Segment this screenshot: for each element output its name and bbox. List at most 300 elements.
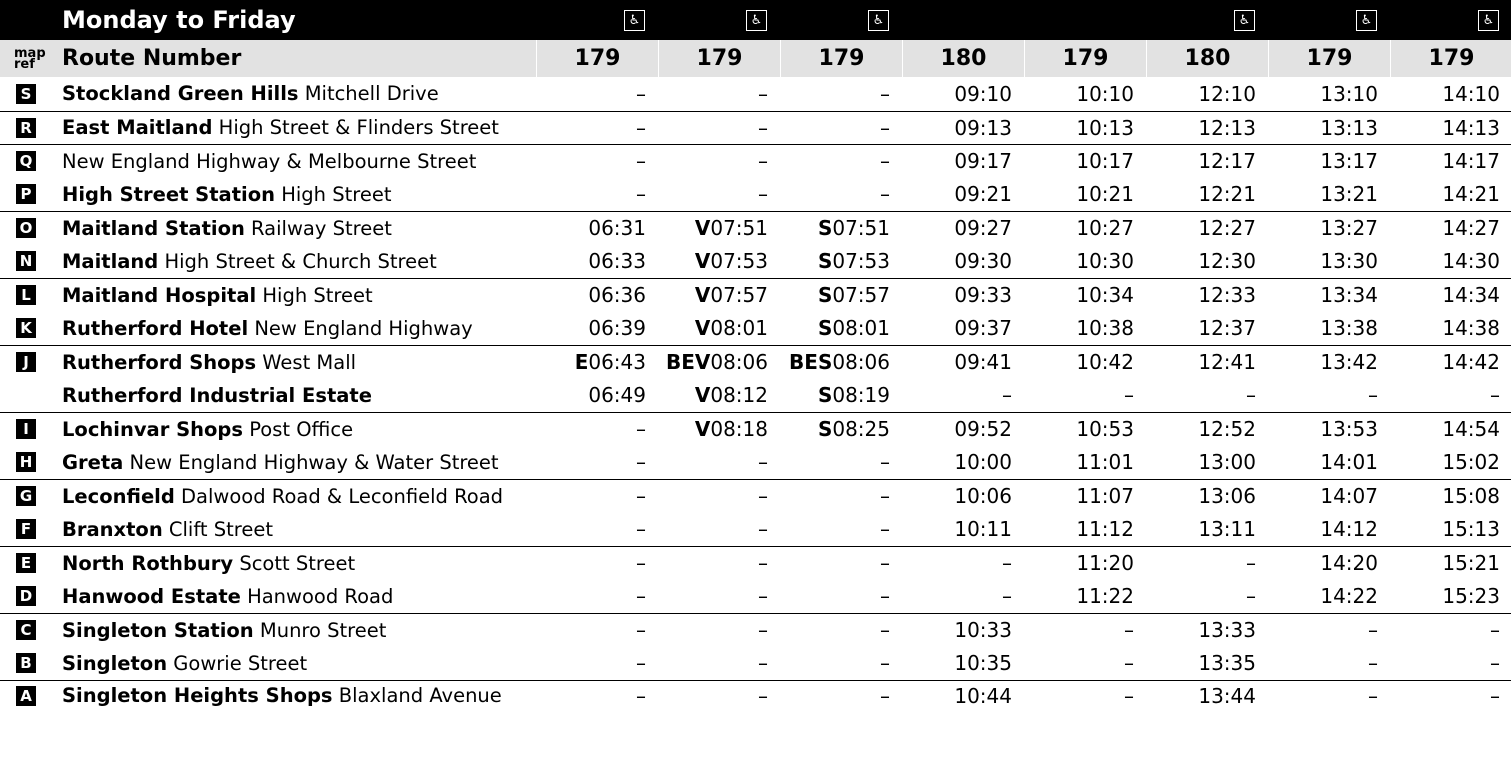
time-value: 08:06 bbox=[832, 350, 890, 375]
time-value: – bbox=[758, 149, 768, 174]
departure-time bbox=[536, 345, 658, 379]
time-value: 12:13 bbox=[1198, 115, 1256, 140]
time-value: – bbox=[636, 651, 646, 676]
departure-time bbox=[1024, 479, 1146, 513]
time-value: 06:43 bbox=[588, 350, 646, 375]
map-ref-cell bbox=[0, 312, 56, 346]
stop-name bbox=[56, 245, 536, 279]
departure-time bbox=[1268, 312, 1390, 346]
time-value: 07:51 bbox=[832, 216, 890, 241]
time-value: 08:19 bbox=[832, 383, 890, 408]
time-value: – bbox=[880, 651, 890, 676]
time-value: 07:51 bbox=[710, 216, 768, 241]
time-value: – bbox=[758, 81, 768, 106]
departure-time bbox=[1146, 77, 1268, 111]
wheelchair-cell-3 bbox=[780, 0, 902, 40]
stop-name bbox=[56, 312, 536, 346]
stop-name-detail: Dalwood Road & Leconfield Road bbox=[174, 484, 504, 508]
time-value: 13:30 bbox=[1320, 249, 1378, 274]
stop-name-main: Maitland Station bbox=[62, 216, 245, 240]
time-value: 12:41 bbox=[1198, 350, 1256, 375]
time-value: – bbox=[758, 450, 768, 475]
departure-time bbox=[1024, 580, 1146, 614]
time-value: 14:38 bbox=[1442, 316, 1500, 341]
stop-name-main: East Maitland bbox=[62, 116, 213, 140]
time-value: – bbox=[636, 551, 646, 576]
departure-time bbox=[658, 245, 780, 279]
departure-time bbox=[1390, 345, 1511, 379]
time-value: 09:41 bbox=[954, 350, 1012, 375]
departure-time bbox=[1390, 211, 1511, 245]
time-value: 13:35 bbox=[1198, 651, 1256, 676]
stop-name-main: Hanwood Estate bbox=[62, 584, 241, 608]
time-value: 10:10 bbox=[1076, 81, 1134, 106]
stop-name-detail: Scott Street bbox=[233, 551, 356, 575]
departure-time bbox=[1390, 111, 1511, 145]
departure-time bbox=[1390, 680, 1511, 710]
departure-time bbox=[1146, 513, 1268, 547]
time-value: 12:52 bbox=[1198, 417, 1256, 442]
time-value: – bbox=[1368, 683, 1378, 708]
time-value: 11:12 bbox=[1076, 517, 1134, 542]
stop-name bbox=[56, 647, 536, 681]
time-value: – bbox=[1246, 551, 1256, 576]
time-value: – bbox=[1490, 618, 1500, 643]
map-ref-label bbox=[0, 40, 56, 77]
departure-time bbox=[1390, 77, 1511, 111]
departure-time bbox=[1268, 680, 1390, 710]
time-value: 09:27 bbox=[954, 216, 1012, 241]
map-ref-badge: J bbox=[16, 352, 36, 372]
time-value: 09:37 bbox=[954, 316, 1012, 341]
departure-time bbox=[536, 412, 658, 446]
stop-name-detail: Blaxland Avenue bbox=[332, 684, 502, 707]
departure-time bbox=[1146, 613, 1268, 647]
departure-time bbox=[902, 546, 1024, 580]
time-value: 06:36 bbox=[588, 283, 646, 308]
time-value: 10:44 bbox=[954, 683, 1012, 708]
stop-name bbox=[56, 345, 536, 379]
departure-time bbox=[1146, 546, 1268, 580]
route-number: 179 bbox=[1268, 40, 1390, 77]
time-value: 14:13 bbox=[1442, 115, 1500, 140]
map-ref-badge: C bbox=[16, 620, 36, 640]
time-value: 13:00 bbox=[1198, 450, 1256, 475]
time-value: – bbox=[880, 182, 890, 207]
departure-time bbox=[536, 178, 658, 212]
departure-time bbox=[1146, 178, 1268, 212]
departure-time bbox=[536, 680, 658, 710]
stop-name-detail: High Street bbox=[256, 283, 373, 307]
service-note-code: BEV bbox=[665, 350, 711, 375]
time-value: 13:53 bbox=[1320, 417, 1378, 442]
time-value: 15:23 bbox=[1442, 584, 1500, 609]
departure-time bbox=[1024, 412, 1146, 446]
departure-time bbox=[658, 446, 780, 480]
time-value: – bbox=[636, 517, 646, 542]
map-ref-cell bbox=[0, 412, 56, 446]
time-value: 06:31 bbox=[588, 216, 646, 241]
time-value: 11:07 bbox=[1076, 484, 1134, 509]
map-ref-label-line: ref bbox=[14, 56, 35, 72]
stop-name bbox=[56, 680, 536, 710]
time-value: 13:10 bbox=[1320, 81, 1378, 106]
departure-time bbox=[780, 245, 902, 279]
stop-name-main: Rutherford Shops bbox=[62, 350, 257, 374]
departure-time bbox=[1024, 680, 1146, 710]
time-value: – bbox=[1124, 618, 1134, 643]
time-value: – bbox=[1368, 618, 1378, 643]
time-value: 09:13 bbox=[954, 115, 1012, 140]
departure-time bbox=[1268, 580, 1390, 614]
time-value: 11:22 bbox=[1076, 584, 1134, 609]
map-ref-badge: H bbox=[16, 452, 36, 472]
route-number: 179 bbox=[780, 40, 902, 77]
departure-time bbox=[1024, 245, 1146, 279]
departure-time bbox=[1024, 77, 1146, 111]
departure-time bbox=[1024, 211, 1146, 245]
time-value: 08:25 bbox=[832, 417, 890, 442]
departure-time bbox=[658, 613, 780, 647]
stop-name-main: Lochinvar Shops bbox=[62, 417, 243, 441]
time-value: – bbox=[880, 683, 890, 708]
time-value: – bbox=[1368, 651, 1378, 676]
map-ref-badge: O bbox=[16, 218, 36, 238]
stop-name bbox=[56, 379, 536, 413]
map-ref-badge: F bbox=[16, 519, 36, 539]
service-note-code: BES bbox=[789, 350, 833, 375]
time-value: 14:27 bbox=[1442, 216, 1500, 241]
time-value: 12:10 bbox=[1198, 81, 1256, 106]
departure-time bbox=[1390, 245, 1511, 279]
time-value: 10:42 bbox=[1076, 350, 1134, 375]
map-ref-badge: B bbox=[16, 653, 36, 673]
stop-name bbox=[56, 412, 536, 446]
departure-time bbox=[1268, 412, 1390, 446]
time-value: 14:22 bbox=[1320, 584, 1378, 609]
departure-time bbox=[1268, 111, 1390, 145]
stop-name-main: Greta bbox=[62, 450, 124, 474]
time-value: 14:20 bbox=[1320, 551, 1378, 576]
time-value: 13:34 bbox=[1320, 283, 1378, 308]
departure-time bbox=[902, 278, 1024, 312]
time-value: 10:34 bbox=[1076, 283, 1134, 308]
departure-time bbox=[1390, 580, 1511, 614]
time-value: 06:39 bbox=[588, 316, 646, 341]
departure-time bbox=[780, 412, 902, 446]
time-value: 09:33 bbox=[954, 283, 1012, 308]
time-value: – bbox=[1246, 584, 1256, 609]
wheelchair-accessible-icon: ♿ bbox=[868, 10, 889, 31]
wheelchair-cell-1 bbox=[536, 0, 658, 40]
route-number: 180 bbox=[1146, 40, 1268, 77]
departure-time bbox=[780, 312, 902, 346]
service-note-code: E bbox=[574, 350, 589, 375]
time-value: – bbox=[636, 182, 646, 207]
map-ref-label-line: map bbox=[14, 45, 46, 61]
departure-time bbox=[780, 211, 902, 245]
header-corner bbox=[0, 0, 56, 40]
departure-time bbox=[658, 345, 780, 379]
departure-time bbox=[1390, 278, 1511, 312]
time-value: 09:21 bbox=[954, 182, 1012, 207]
departure-time bbox=[1268, 479, 1390, 513]
wheelchair-cell-6 bbox=[1146, 0, 1268, 40]
map-ref-badge: P bbox=[16, 184, 36, 204]
map-ref-cell bbox=[0, 613, 56, 647]
map-ref-badge: E bbox=[16, 553, 36, 573]
time-value: – bbox=[636, 81, 646, 106]
departure-time bbox=[536, 613, 658, 647]
wheelchair-accessible-icon: ♿ bbox=[1356, 10, 1377, 31]
time-value: 15:13 bbox=[1442, 517, 1500, 542]
time-value: – bbox=[636, 417, 646, 442]
map-ref-badge: Q bbox=[16, 151, 36, 171]
wheelchair-accessible-icon: ♿ bbox=[1478, 10, 1499, 31]
time-value: 14:10 bbox=[1442, 81, 1500, 106]
departure-time bbox=[902, 312, 1024, 346]
route-number: 179 bbox=[1390, 40, 1511, 77]
wheelchair-accessible-icon: ♿ bbox=[746, 10, 767, 31]
stop-name bbox=[56, 580, 536, 614]
departure-time bbox=[536, 446, 658, 480]
departure-time bbox=[1390, 479, 1511, 513]
time-value: 10:21 bbox=[1076, 182, 1134, 207]
time-value: 15:02 bbox=[1442, 450, 1500, 475]
departure-time bbox=[1146, 479, 1268, 513]
map-ref-cell bbox=[0, 446, 56, 480]
wheelchair-cell-7 bbox=[1268, 0, 1390, 40]
departure-time bbox=[536, 647, 658, 681]
time-value: 06:49 bbox=[588, 383, 646, 408]
time-value: 10:17 bbox=[1076, 149, 1134, 174]
stop-name bbox=[56, 613, 536, 647]
time-value: 15:21 bbox=[1442, 551, 1500, 576]
departure-time bbox=[1146, 144, 1268, 178]
stop-name-detail: Mitchell Drive bbox=[298, 82, 439, 106]
departure-time bbox=[1024, 546, 1146, 580]
map-ref-cell bbox=[0, 245, 56, 279]
departure-time bbox=[1024, 446, 1146, 480]
stop-name-main: Singleton bbox=[62, 651, 168, 675]
time-value: – bbox=[1490, 383, 1500, 408]
departure-time bbox=[1268, 144, 1390, 178]
time-value: 14:17 bbox=[1442, 149, 1500, 174]
time-value: 10:00 bbox=[954, 450, 1012, 475]
departure-time bbox=[902, 178, 1024, 212]
departure-time bbox=[780, 546, 902, 580]
departure-time bbox=[780, 680, 902, 710]
departure-time bbox=[658, 312, 780, 346]
time-value: 09:10 bbox=[954, 81, 1012, 106]
time-value: 14:07 bbox=[1320, 484, 1378, 509]
stop-name-main: Singleton Heights Shops bbox=[62, 684, 333, 707]
departure-time bbox=[1268, 446, 1390, 480]
stop-name-detail: High Street bbox=[275, 182, 392, 206]
departure-time bbox=[1390, 613, 1511, 647]
departure-time bbox=[1024, 613, 1146, 647]
departure-time bbox=[1390, 379, 1511, 413]
departure-time bbox=[780, 613, 902, 647]
time-value: 12:30 bbox=[1198, 249, 1256, 274]
stop-name bbox=[56, 278, 536, 312]
stop-name-detail: New England Highway bbox=[248, 316, 473, 340]
time-value: 07:53 bbox=[832, 249, 890, 274]
time-value: 10:38 bbox=[1076, 316, 1134, 341]
time-value: 08:18 bbox=[710, 417, 768, 442]
departure-time bbox=[902, 245, 1024, 279]
departure-time bbox=[1024, 647, 1146, 681]
stop-name-detail: High Street & Flinders Street bbox=[212, 116, 499, 140]
departure-time bbox=[1268, 278, 1390, 312]
map-ref-cell bbox=[0, 546, 56, 580]
departure-time bbox=[1390, 446, 1511, 480]
time-value: – bbox=[1124, 651, 1134, 676]
map-ref-cell bbox=[0, 77, 56, 111]
departure-time bbox=[902, 647, 1024, 681]
time-value: 13:06 bbox=[1198, 484, 1256, 509]
departure-time bbox=[1024, 144, 1146, 178]
route-number: 179 bbox=[1024, 40, 1146, 77]
departure-time bbox=[1146, 278, 1268, 312]
time-value: 13:42 bbox=[1320, 350, 1378, 375]
time-value: 14:54 bbox=[1442, 417, 1500, 442]
departure-time bbox=[780, 345, 902, 379]
departure-time bbox=[1268, 546, 1390, 580]
time-value: – bbox=[1002, 551, 1012, 576]
service-note-code: V bbox=[694, 316, 711, 341]
departure-time bbox=[1024, 278, 1146, 312]
service-note-code: S bbox=[817, 216, 833, 241]
time-value: 07:57 bbox=[832, 283, 890, 308]
time-value: – bbox=[1490, 683, 1500, 708]
time-value: – bbox=[758, 551, 768, 576]
service-note-code: V bbox=[694, 249, 711, 274]
stop-name bbox=[56, 479, 536, 513]
departure-time bbox=[658, 278, 780, 312]
departure-time bbox=[902, 211, 1024, 245]
service-note-code: V bbox=[694, 383, 711, 408]
departure-time bbox=[536, 513, 658, 547]
departure-time bbox=[902, 144, 1024, 178]
departure-time bbox=[780, 379, 902, 413]
time-value: 09:17 bbox=[954, 149, 1012, 174]
departure-time bbox=[658, 111, 780, 145]
departure-time bbox=[780, 513, 902, 547]
departure-time bbox=[780, 580, 902, 614]
departure-time bbox=[902, 345, 1024, 379]
departure-time bbox=[1268, 178, 1390, 212]
departure-time bbox=[536, 379, 658, 413]
time-value: – bbox=[880, 584, 890, 609]
time-value: 14:42 bbox=[1442, 350, 1500, 375]
departure-time bbox=[658, 479, 780, 513]
departure-time bbox=[1146, 680, 1268, 710]
time-value: 07:53 bbox=[710, 249, 768, 274]
departure-time bbox=[536, 278, 658, 312]
stop-name-detail: Munro Street bbox=[253, 618, 387, 642]
departure-time bbox=[1146, 412, 1268, 446]
map-ref-badge: D bbox=[16, 586, 36, 606]
departure-time bbox=[780, 446, 902, 480]
service-note-code: S bbox=[817, 316, 833, 341]
departure-time bbox=[658, 546, 780, 580]
map-ref-badge: A bbox=[16, 686, 36, 706]
time-value: 08:06 bbox=[710, 350, 768, 375]
time-value: – bbox=[758, 115, 768, 140]
departure-time bbox=[780, 111, 902, 145]
time-value: – bbox=[636, 584, 646, 609]
departure-time bbox=[658, 379, 780, 413]
time-value: 13:33 bbox=[1198, 618, 1256, 643]
departure-time bbox=[658, 77, 780, 111]
departure-time bbox=[902, 680, 1024, 710]
map-ref-cell bbox=[0, 111, 56, 145]
departure-time bbox=[1146, 312, 1268, 346]
departure-time bbox=[780, 479, 902, 513]
departure-time bbox=[902, 580, 1024, 614]
time-value: 13:17 bbox=[1320, 149, 1378, 174]
stop-name bbox=[56, 211, 536, 245]
map-ref-cell bbox=[0, 479, 56, 513]
time-value: 12:21 bbox=[1198, 182, 1256, 207]
departure-time bbox=[1268, 379, 1390, 413]
wheelchair-cell-8 bbox=[1390, 0, 1511, 40]
departure-time bbox=[658, 647, 780, 681]
time-value: – bbox=[880, 81, 890, 106]
wheelchair-accessible-icon: ♿ bbox=[624, 10, 645, 31]
wheelchair-cell-4 bbox=[902, 0, 1024, 40]
stop-name-main: Leconfield bbox=[62, 484, 175, 508]
departure-time bbox=[658, 680, 780, 710]
departure-time bbox=[536, 312, 658, 346]
time-value: – bbox=[758, 651, 768, 676]
time-value: – bbox=[636, 149, 646, 174]
time-value: – bbox=[758, 683, 768, 708]
stop-name-detail: Railway Street bbox=[244, 216, 392, 240]
departure-time bbox=[536, 546, 658, 580]
time-value: 11:01 bbox=[1076, 450, 1134, 475]
time-value: – bbox=[636, 115, 646, 140]
stop-name bbox=[56, 178, 536, 212]
time-value: 10:30 bbox=[1076, 249, 1134, 274]
time-value: 14:21 bbox=[1442, 182, 1500, 207]
departure-time bbox=[658, 412, 780, 446]
departure-time bbox=[1390, 647, 1511, 681]
departure-time bbox=[1268, 613, 1390, 647]
stop-name-main: Rutherford Hotel bbox=[62, 316, 249, 340]
departure-time bbox=[902, 513, 1024, 547]
departure-time bbox=[902, 379, 1024, 413]
stop-name bbox=[56, 446, 536, 480]
departure-time bbox=[1024, 513, 1146, 547]
stop-name bbox=[56, 513, 536, 547]
service-note-code: S bbox=[817, 383, 833, 408]
time-value: – bbox=[1124, 683, 1134, 708]
map-ref-cell bbox=[0, 345, 56, 379]
departure-time bbox=[1146, 580, 1268, 614]
map-ref-cell bbox=[0, 211, 56, 245]
map-ref-cell bbox=[0, 513, 56, 547]
time-value: 14:30 bbox=[1442, 249, 1500, 274]
departure-time bbox=[1146, 647, 1268, 681]
time-value: 12:33 bbox=[1198, 283, 1256, 308]
stop-name-detail: West Mall bbox=[256, 350, 357, 374]
time-value: 10:13 bbox=[1076, 115, 1134, 140]
time-value: – bbox=[1124, 383, 1134, 408]
stop-name-main: Branxton bbox=[62, 517, 163, 541]
time-value: 12:37 bbox=[1198, 316, 1256, 341]
